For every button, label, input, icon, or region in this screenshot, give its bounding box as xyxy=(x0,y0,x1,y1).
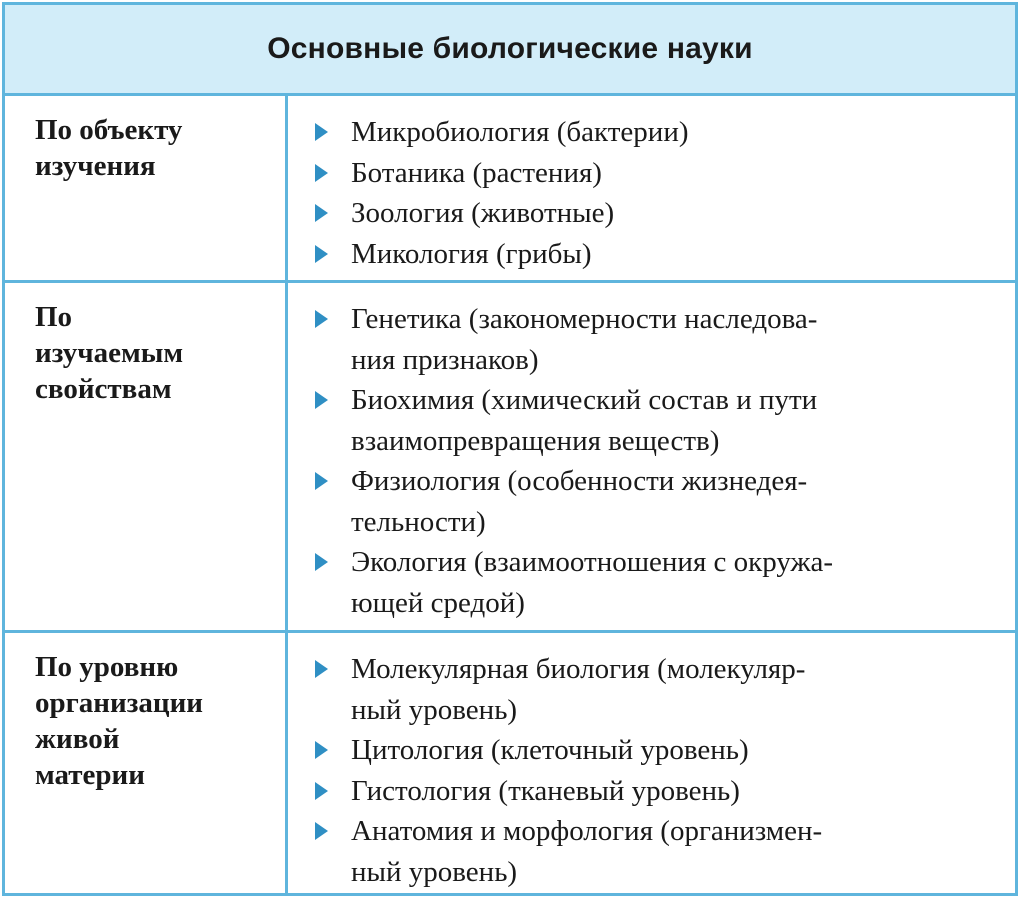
triangle-bullet-icon xyxy=(315,660,328,678)
table-title: Основные биологические науки xyxy=(267,32,753,65)
item-text: Экология (взаимоотношения с окружа- ющей средой) xyxy=(351,546,834,619)
list-item xyxy=(315,380,995,461)
triangle-bullet-icon xyxy=(315,164,328,182)
item-text: Микробиология (бактерии) xyxy=(351,116,689,148)
list-item xyxy=(315,153,995,194)
sciences-list xyxy=(315,649,995,892)
sciences-list xyxy=(315,299,995,623)
triangle-bullet-icon xyxy=(315,553,328,571)
triangle-bullet-icon xyxy=(315,391,328,409)
triangle-bullet-icon xyxy=(315,741,328,759)
item-text: Ботаника (растения) xyxy=(351,156,602,189)
triangle-bullet-icon xyxy=(315,245,328,263)
item-text: Физиология (особенности жизнедея- тельности) xyxy=(351,465,808,538)
triangle-bullet-icon xyxy=(315,123,328,141)
item-text: Микология (грибы) xyxy=(351,237,592,270)
list-item xyxy=(315,193,995,234)
table-header xyxy=(5,5,1015,96)
item-text: Биохимия (химический состав и пути взаимопревращения веществ) xyxy=(351,384,818,457)
triangle-bullet-icon xyxy=(315,822,328,840)
triangle-bullet-icon xyxy=(315,782,328,800)
row-category: По объекту изучения xyxy=(35,114,183,182)
list-item xyxy=(315,461,995,542)
table-row xyxy=(5,96,1015,283)
triangle-bullet-icon xyxy=(315,310,328,328)
list-item xyxy=(315,649,995,730)
triangle-bullet-icon xyxy=(315,472,328,490)
list-item xyxy=(315,542,995,623)
item-text: Генетика (закономерности наследова- ния признаков) xyxy=(351,303,818,376)
item-text: Анатомия и морфология (организмен- ный уровень) xyxy=(351,815,823,888)
item-text: Зоология (животные) xyxy=(351,197,615,229)
list-item xyxy=(315,771,995,812)
item-text: Цитология (клеточный уровень) xyxy=(351,734,749,766)
table-row xyxy=(5,283,1015,633)
sciences-list xyxy=(315,112,995,274)
list-item xyxy=(315,299,995,380)
item-text: Гистология (тканевый уровень) xyxy=(351,774,740,807)
triangle-bullet-icon xyxy=(315,204,328,222)
list-item xyxy=(315,112,995,153)
biology-sciences-table xyxy=(2,2,1018,896)
list-item xyxy=(315,811,995,892)
row-category: По изучаемым свойствам xyxy=(35,301,184,405)
table-row xyxy=(5,633,1015,893)
list-item xyxy=(315,234,995,275)
item-text: Молекулярная биология (молекуляр- ный уровень) xyxy=(351,653,806,726)
list-item xyxy=(315,730,995,771)
row-category: По уровню организации живой материи xyxy=(35,651,203,791)
